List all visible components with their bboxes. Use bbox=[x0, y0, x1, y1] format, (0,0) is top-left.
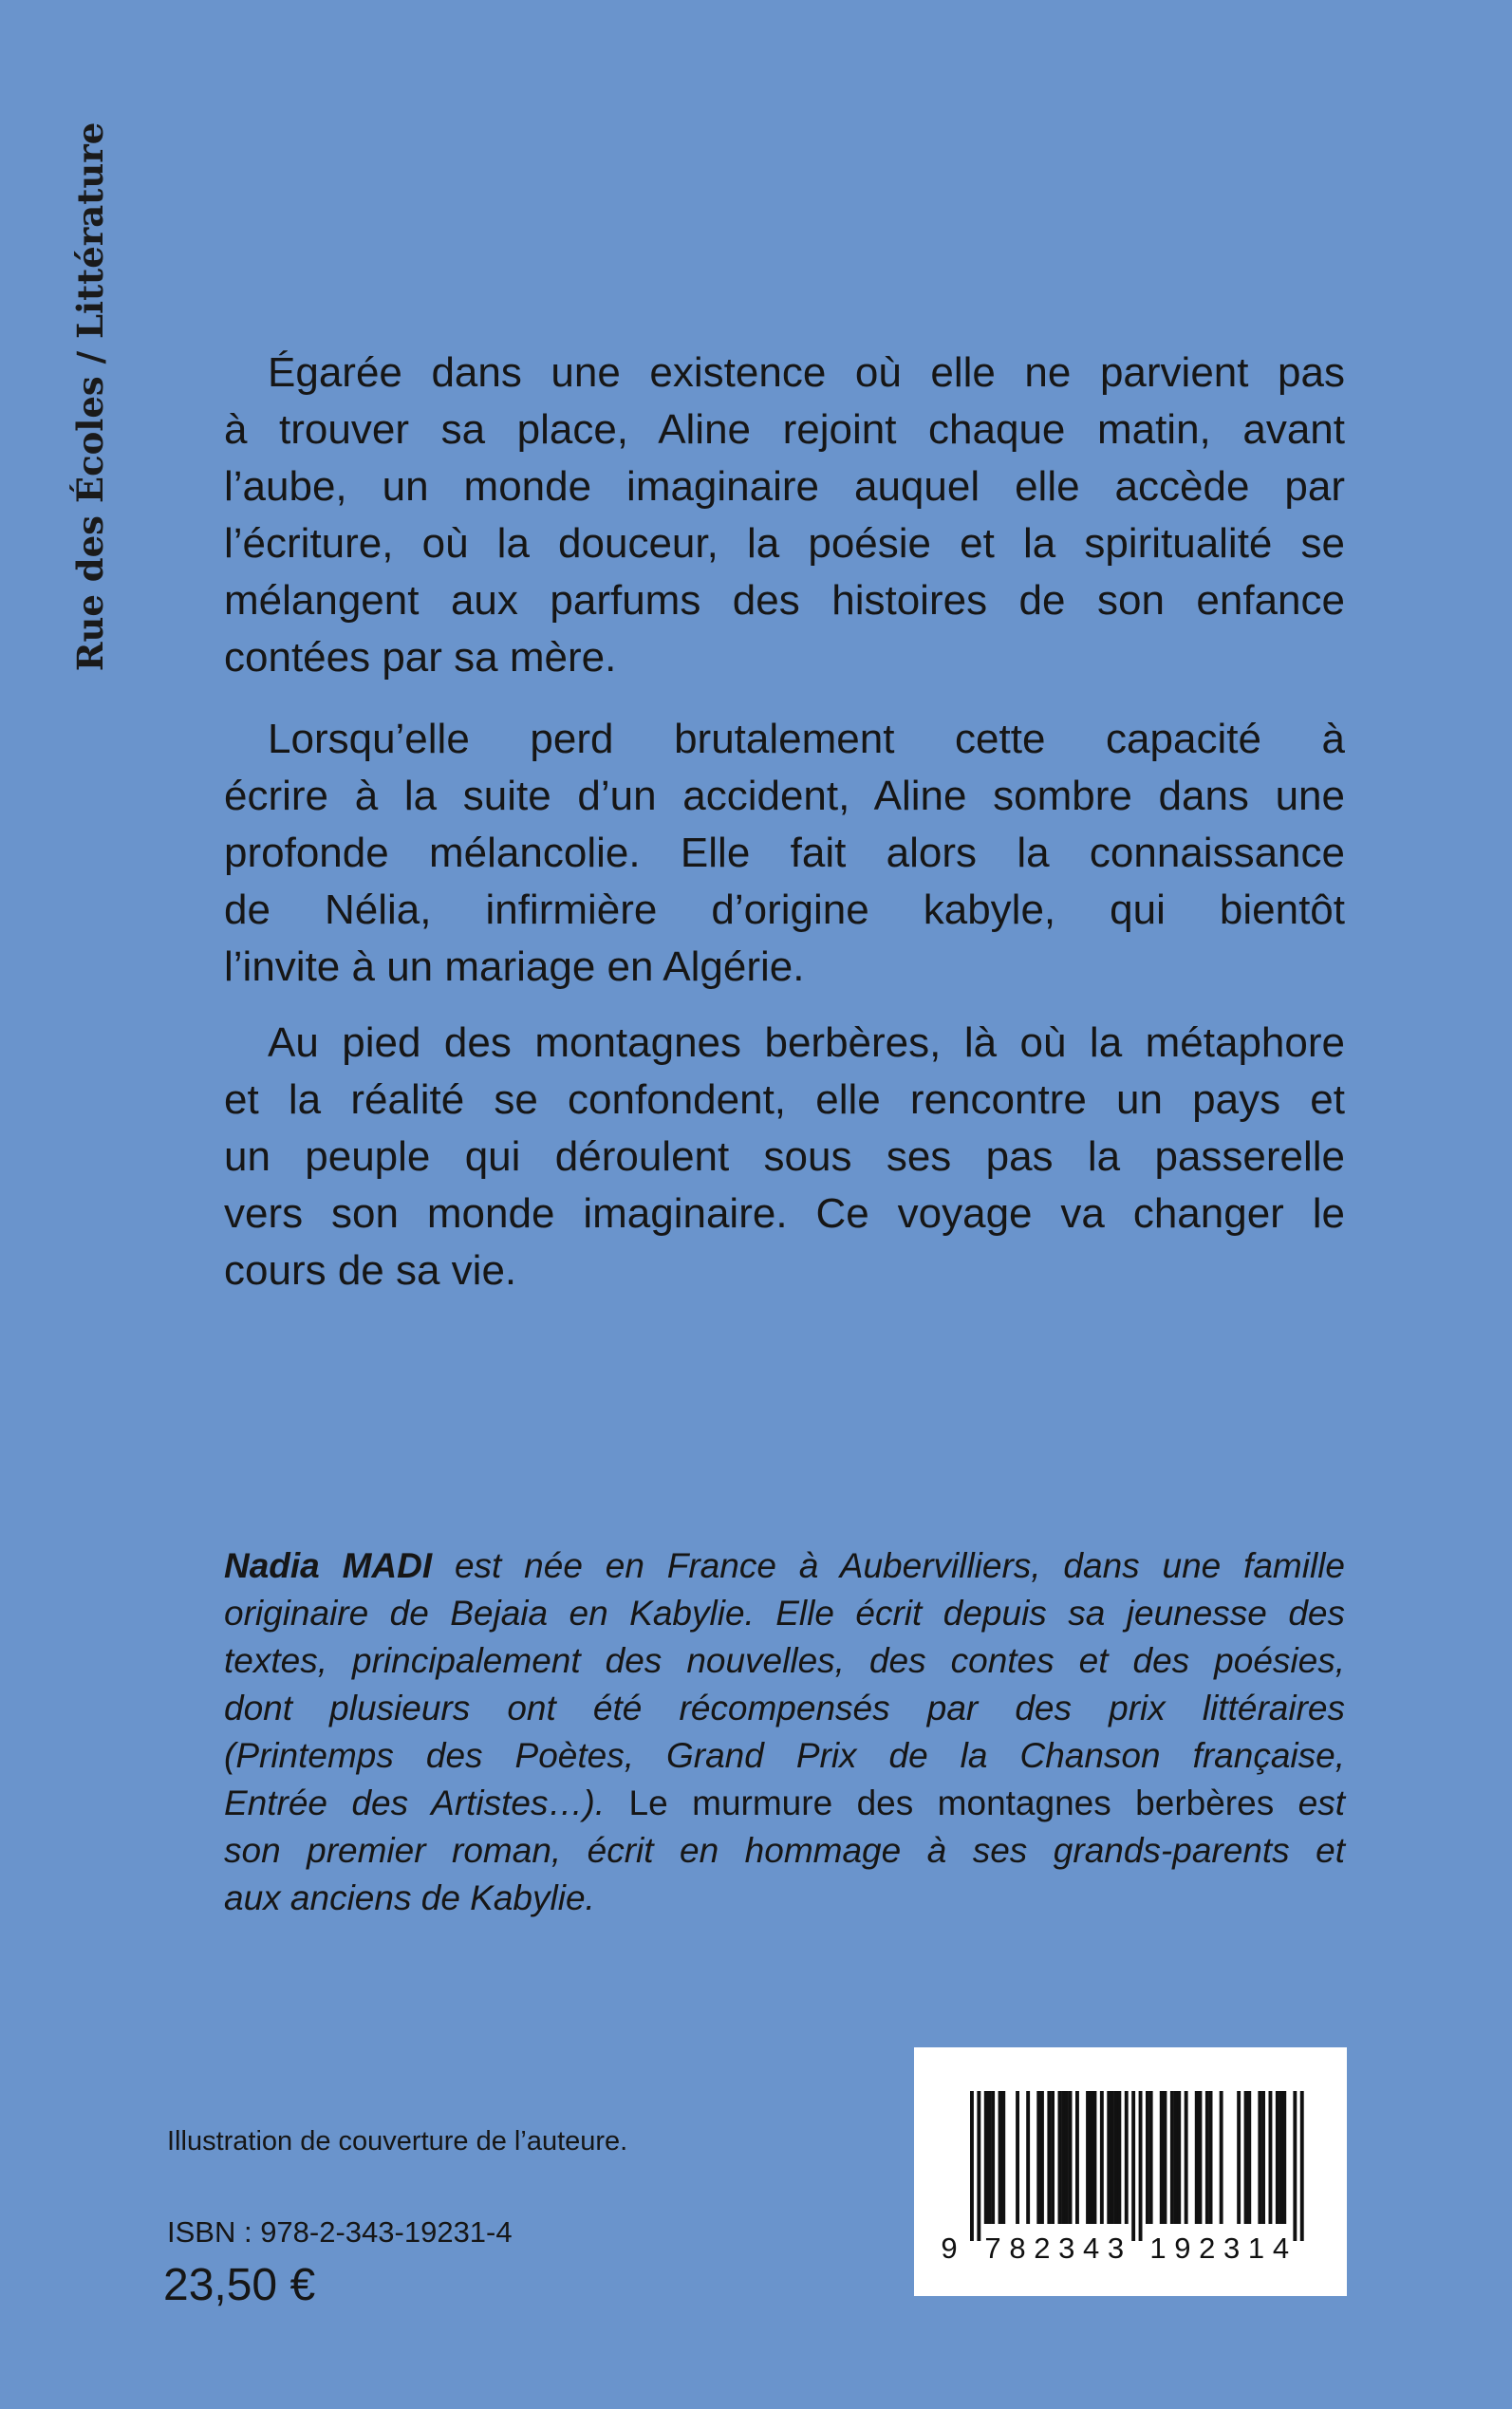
barcode-digit: 7 bbox=[984, 2232, 1001, 2265]
barcode-bar bbox=[1293, 2091, 1297, 2241]
barcode-digit: 9 bbox=[941, 2232, 958, 2265]
barcode-bar bbox=[1244, 2091, 1248, 2224]
barcode-bar bbox=[1164, 2091, 1167, 2224]
barcode-bar bbox=[1086, 2091, 1090, 2224]
barcode-bar bbox=[1170, 2091, 1174, 2224]
barcode-bar bbox=[1195, 2091, 1199, 2224]
collection-spine-label: Rue des Écoles / Littérature bbox=[69, 121, 111, 672]
bio-line: textes, principalement des nouvelles, des contes et des poésies, bbox=[224, 1641, 1345, 1680]
barcode-bar bbox=[1237, 2091, 1241, 2224]
barcode-bar bbox=[1026, 2091, 1030, 2224]
barcode-bar bbox=[1117, 2091, 1121, 2224]
bio-line: originaire de Bejaia en Kabylie. Elle écrit depuis sa jeunesse des bbox=[224, 1594, 1345, 1633]
blurb-line: cours de sa vie. bbox=[224, 1247, 517, 1294]
barcode-bar bbox=[1001, 2091, 1005, 2224]
author-bio bbox=[224, 1542, 1345, 1922]
barcode-bar bbox=[1093, 2091, 1097, 2224]
price: 23,50 € bbox=[163, 2260, 316, 2310]
barcode-bar bbox=[1114, 2091, 1118, 2224]
barcode-bar bbox=[999, 2091, 1002, 2224]
barcode-bar bbox=[1282, 2091, 1286, 2224]
barcode-bar bbox=[1220, 2091, 1223, 2224]
barcode-bar bbox=[1111, 2091, 1114, 2224]
illustration-credit: Illustration de couverture de l’auteure. bbox=[167, 2126, 628, 2157]
isbn: ISBN : 978-2-343-19231-4 bbox=[167, 2215, 513, 2249]
barcode-bar bbox=[1300, 2091, 1304, 2241]
blurb-line: mélangent aux parfums des histoires de son enfance bbox=[224, 577, 1345, 624]
blurb-line: à trouver sa place, Aline rejoint chaque matin, avant bbox=[224, 406, 1345, 453]
barcode-bar bbox=[1058, 2091, 1062, 2224]
barcode-bar bbox=[1051, 2091, 1055, 2224]
barcode-bar bbox=[1107, 2091, 1111, 2224]
bio-line: (Printemps des Poètes, Grand Prix de la Chanson française, bbox=[224, 1736, 1345, 1775]
barcode-bar bbox=[1149, 2091, 1153, 2224]
blurb-line: vers son monde imaginaire. Ce voyage va changer le bbox=[224, 1190, 1345, 1237]
barcode-bar bbox=[1279, 2091, 1283, 2224]
barcode-bar bbox=[1269, 2091, 1273, 2224]
barcode-bar bbox=[1205, 2091, 1209, 2224]
barcode-bar bbox=[1160, 2091, 1164, 2224]
barcode-bar bbox=[988, 2091, 992, 2224]
blurb-paragraph-2 bbox=[224, 711, 1345, 996]
blurb-line: l’écriture, où la douceur, la poésie et la spiritualité se bbox=[224, 520, 1345, 567]
barcode-bar bbox=[1199, 2091, 1203, 2224]
barcode-bar bbox=[1258, 2091, 1261, 2224]
barcode-bar bbox=[1100, 2091, 1104, 2224]
blurb-line: profonde mélancolie. Elle fait alors la connaissance bbox=[224, 830, 1345, 876]
blurb-line: Égarée dans une existence où elle ne parvient pas bbox=[268, 349, 1345, 396]
barcode-bar bbox=[1125, 2091, 1129, 2224]
blurb-line: Lorsqu’elle perd brutalement cette capacité à bbox=[268, 716, 1345, 762]
blurb-line: contées par sa mère. bbox=[224, 634, 617, 681]
book-title: Le murmure des montagnes berbères bbox=[605, 1783, 1275, 1822]
blurb-line: Au pied des montagnes berbères, là où la métaphore bbox=[268, 1019, 1345, 1066]
barcode-digit: 9 bbox=[1174, 2232, 1191, 2265]
barcode-digit: 2 bbox=[1199, 2232, 1216, 2265]
barcode-bar bbox=[1090, 2091, 1093, 2224]
bio-line bbox=[224, 1780, 1345, 1827]
blurb-line: écrire à la suite d’un accident, Aline sombre dans une bbox=[224, 773, 1345, 819]
barcode-bar bbox=[1131, 2091, 1135, 2241]
barcode-bar bbox=[984, 2091, 988, 2224]
barcode-bar bbox=[1185, 2091, 1188, 2224]
barcode-digit: 1 bbox=[1247, 2232, 1265, 2265]
barcode-digit: 3 bbox=[1223, 2232, 1241, 2265]
barcode-bar bbox=[1247, 2091, 1251, 2224]
bio-text: est née en France à Aubervilliers, dans une famille bbox=[432, 1546, 1345, 1585]
blurb-line: l’invite à un mariage en Algérie. bbox=[224, 943, 805, 990]
bio-line: aux anciens de Kabylie. bbox=[224, 1878, 595, 1917]
blurb-line: et la réalité se confondent, elle rencontre un pays et bbox=[224, 1076, 1345, 1123]
blurb-paragraph-1 bbox=[224, 345, 1345, 686]
bio-line: son premier roman, écrit en hommage à ses grands-parents et bbox=[224, 1831, 1345, 1870]
barcode-graphic bbox=[914, 2047, 1347, 2296]
barcode-bar bbox=[1261, 2091, 1265, 2224]
barcode-bar bbox=[1174, 2091, 1178, 2224]
barcode-digit: 8 bbox=[1009, 2232, 1026, 2265]
bio-text: est bbox=[1274, 1783, 1345, 1822]
barcode-bar bbox=[1177, 2091, 1181, 2224]
bio-text: Entrée des Artistes…). bbox=[224, 1783, 606, 1822]
barcode-bar bbox=[1036, 2091, 1040, 2224]
barcode-bar bbox=[1016, 2091, 1019, 2224]
bio-line bbox=[224, 1542, 1345, 1590]
barcode-digit: 4 bbox=[1083, 2232, 1100, 2265]
author-name: Nadia MADI bbox=[224, 1546, 433, 1585]
barcode-digit: 3 bbox=[1058, 2232, 1075, 2265]
barcode bbox=[914, 2047, 1347, 2296]
barcode-bar bbox=[1276, 2091, 1279, 2224]
bio-line: dont plusieurs ont été récompensés par des prix littéraires bbox=[224, 1689, 1345, 1727]
barcode-digit: 1 bbox=[1149, 2232, 1167, 2265]
blurb-line: l’aube, un monde imaginaire auquel elle accède par bbox=[224, 463, 1345, 510]
barcode-digit: 4 bbox=[1272, 2232, 1290, 2265]
barcode-bar bbox=[1069, 2091, 1073, 2224]
barcode-bar bbox=[977, 2091, 980, 2241]
barcode-bar bbox=[1209, 2091, 1213, 2224]
barcode-bar bbox=[991, 2091, 995, 2224]
barcode-digit: 3 bbox=[1107, 2232, 1125, 2265]
blurb-line: de Nélia, infirmière d’origine kabyle, qui bientôt bbox=[224, 887, 1345, 933]
barcode-bar bbox=[1075, 2091, 1079, 2224]
barcode-bar bbox=[1040, 2091, 1044, 2224]
barcode-bar bbox=[1139, 2091, 1143, 2241]
barcode-bar bbox=[1065, 2091, 1069, 2224]
barcode-bar bbox=[1047, 2091, 1051, 2224]
barcode-bar bbox=[1146, 2091, 1149, 2224]
blurb-line: un peuple qui déroulent sous ses pas la passerelle bbox=[224, 1133, 1345, 1180]
blurb-paragraph-3 bbox=[224, 1015, 1345, 1299]
barcode-digit: 2 bbox=[1034, 2232, 1051, 2265]
barcode-bar bbox=[1061, 2091, 1065, 2224]
barcode-bar bbox=[970, 2091, 974, 2241]
